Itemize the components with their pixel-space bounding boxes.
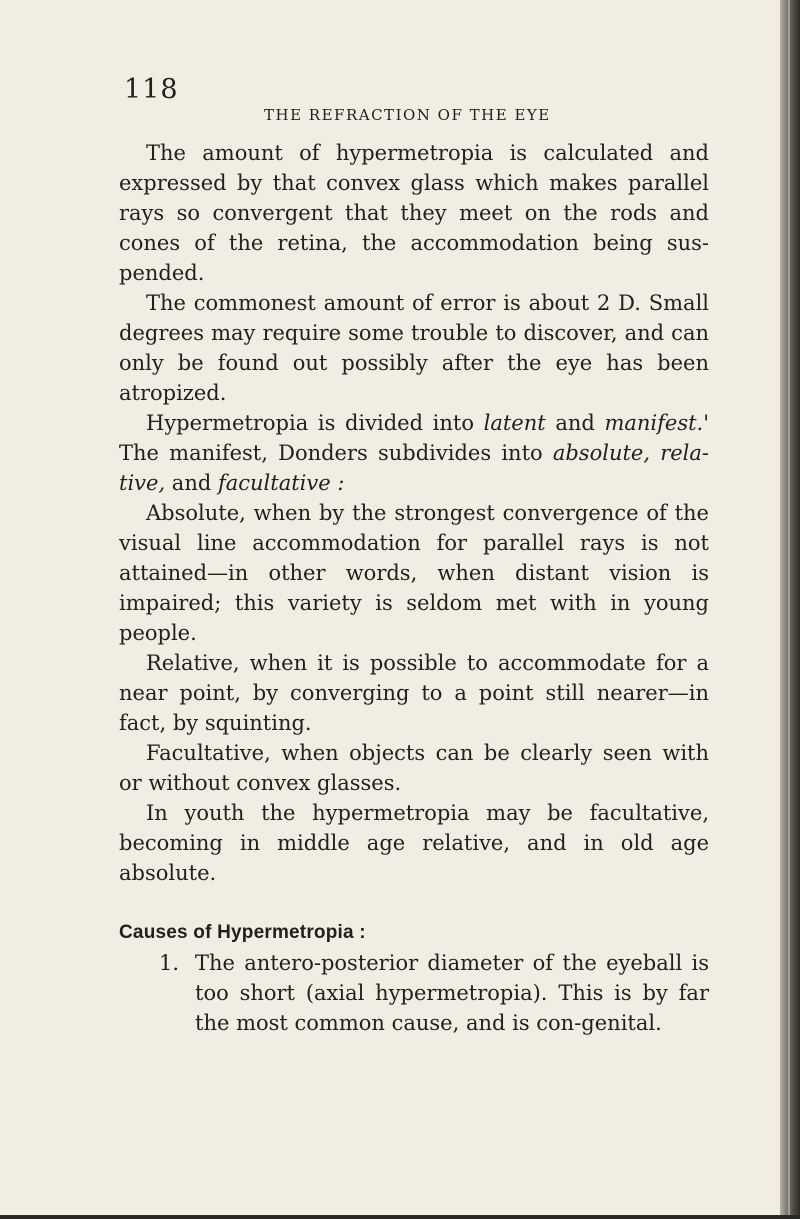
causes-heading: Causes of Hypermetropia : [119,922,366,943]
divisions-text-3: ' The manifest, Donders subdivides into [119,411,709,465]
term-manifest: manifest. [604,411,704,435]
paragraph-youth: In youth the hypermetropia may be facultative, becoming in middle age relative, and in old age absolute. [119,801,709,885]
divisions-text-2: and [545,411,605,435]
term-absolute-relative: absolute, rela-tive, [119,441,710,495]
term-latent: latent [483,411,546,435]
list-item-text: The antero-posterior diameter of the eyeball is too short (axial hypermetropia). This is by far the most common cause, and is con-genital. [195,951,709,1035]
paragraph-commonest-error: The commonest amount of error is about 2 D. Small degrees may require some trouble to discover, and can only be found out possibly after the eye has been atropized. [119,291,709,405]
divisions-text-1: Hypermetropia is divided into [146,411,484,435]
paragraph-divisions [119,408,709,498]
divisions-text-4: and [165,471,218,495]
bottom-rule [0,1215,800,1219]
causes-list-item [159,948,709,1038]
paragraph-facultative: Facultative, when objects can be clearly seen with or without convex glasses. [119,741,709,795]
paragraph-absolute: Absolute, when by the strongest convergence of the visual line accommodation for parallel rays is not attained—in other words, when distant vision is impaired; this variety is seldom met with in young people. [119,501,709,645]
page-number: 118 [124,74,179,105]
page-header [0,74,780,124]
page-body [119,138,709,1038]
section-spacer [119,888,709,918]
list-item-number: 1. [159,951,180,975]
page-binding-edge [780,0,800,1219]
term-facultative: facultative : [217,471,345,495]
paragraph-relative: Relative, when it is possible to accommodate for a near point, by converging to a point still nearer—in fact, by squinting. [119,651,709,735]
binding-edge-highlight [788,0,790,1219]
running-head: THE REFRACTION OF THE EYE [264,106,551,124]
paragraph-amount: The amount of hypermetropia is calculated and expressed by that convex glass which makes parallel rays so convergent that they meet on the rods and cones of the retina, the accommodation being sus-pended. [119,141,709,285]
